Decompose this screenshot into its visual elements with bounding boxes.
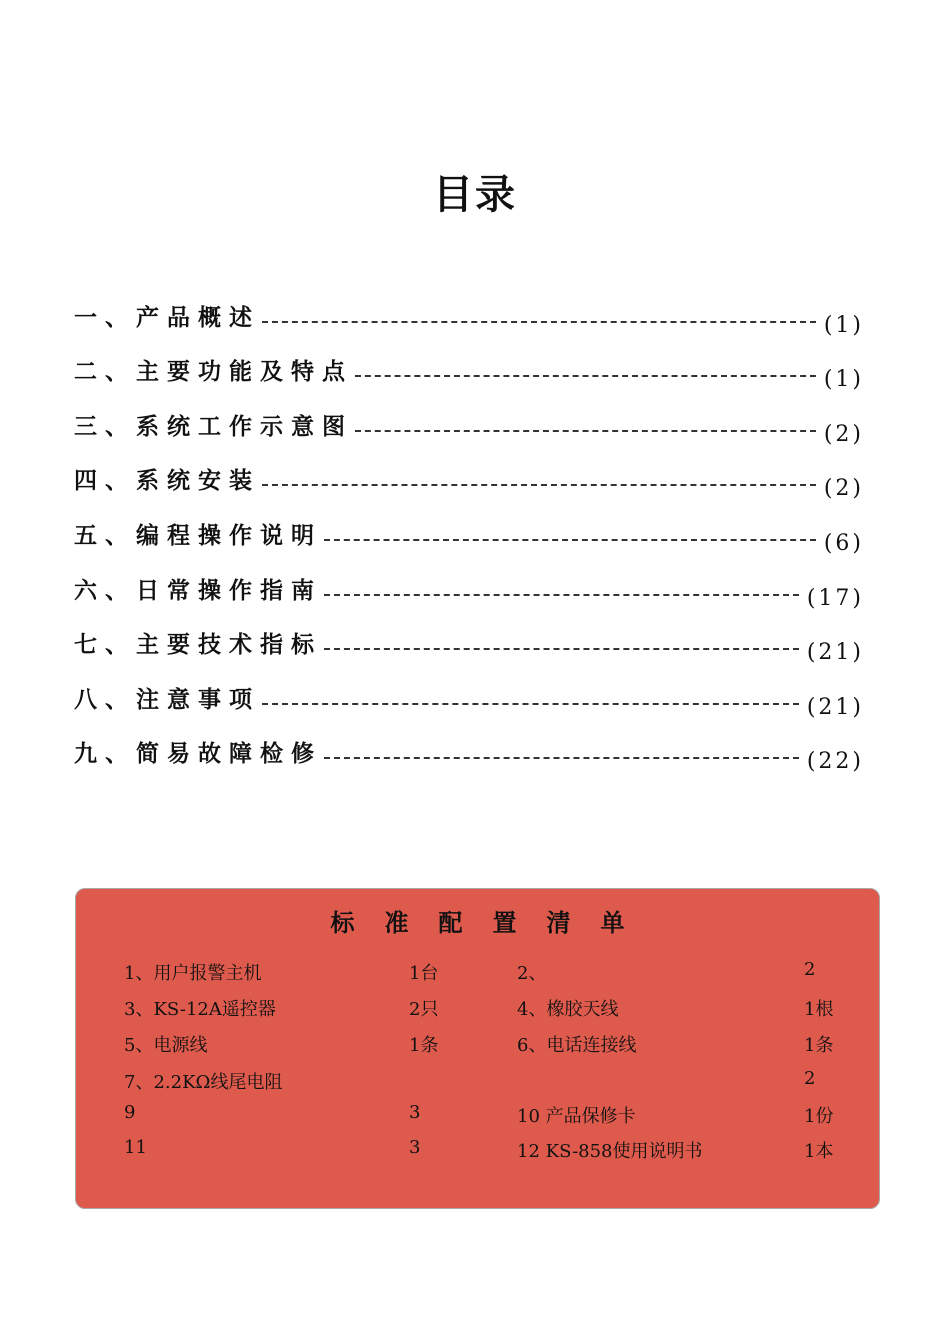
inventory-row [76, 995, 879, 1025]
item-qty: 1份 [804, 1106, 834, 1127]
toc-entry-page: (21) [806, 640, 864, 666]
item-qty: 1根 [804, 999, 834, 1020]
item-name: 12 KS-858使用说明书 [517, 1141, 703, 1162]
toc-entry-page: (6) [823, 530, 864, 556]
toc-entry-label: 四、系统安装 [74, 468, 260, 495]
toc-leader [262, 484, 816, 486]
toc-entry-label: 七、主要技术指标 [74, 632, 322, 659]
toc-leader [355, 375, 816, 377]
item-name: 10 产品保修卡 [517, 1106, 636, 1127]
toc-leader [324, 594, 799, 596]
item-qty: 2 [804, 1068, 816, 1089]
toc-leader [262, 703, 799, 705]
toc-entry-label: 九、简易故障检修 [74, 741, 322, 768]
toc-entry[interactable] [74, 442, 864, 502]
item-name: 9 [124, 1102, 136, 1123]
item-qty: 1条 [804, 1035, 834, 1056]
toc-leader [324, 648, 799, 650]
item-name: 4、橡胶天线 [517, 999, 619, 1020]
item-qty: 3 [409, 1137, 421, 1158]
item-name: 1、用户报警主机 [124, 963, 262, 984]
item-name: 6、电话连接线 [517, 1035, 637, 1056]
toc-entry-label: 八、注意事项 [74, 686, 260, 713]
toc-entry-label: 六、日常操作指南 [74, 577, 322, 604]
toc-entry-label: 五、编程操作说明 [74, 522, 322, 549]
toc-entry-page: (1) [823, 312, 864, 338]
toc-entry[interactable] [74, 551, 864, 611]
inventory-row [76, 959, 879, 989]
item-qty: 2 [804, 959, 816, 980]
toc-entry-page: (21) [806, 694, 864, 720]
inventory-row [76, 1137, 879, 1167]
toc-entry[interactable] [74, 606, 864, 666]
toc-leader [355, 430, 816, 432]
item-name: 7、2.2KΩ线尾电阻 [124, 1072, 283, 1093]
toc-entry[interactable] [74, 715, 864, 775]
inventory-row [76, 1102, 879, 1132]
toc-entry-label: 二、主要功能及特点 [74, 359, 353, 386]
item-qty: 1本 [804, 1141, 834, 1162]
toc-leader [324, 539, 816, 541]
table-of-contents [74, 278, 864, 775]
item-name: 5、电源线 [124, 1035, 208, 1056]
toc-entry[interactable] [74, 333, 864, 393]
item-qty: 2只 [409, 999, 439, 1020]
inventory-row [76, 1031, 879, 1061]
toc-entry-label: 一、产品概述 [74, 304, 260, 331]
inventory-row [76, 1068, 879, 1098]
toc-entry-label: 三、系统工作示意图 [74, 413, 353, 440]
toc-entry-page: (1) [823, 367, 864, 393]
toc-entry[interactable] [74, 660, 864, 720]
toc-entry-page: (22) [806, 749, 864, 775]
toc-entry-page: (2) [823, 476, 864, 502]
item-qty: 3 [409, 1102, 421, 1123]
standard-configuration-panel [75, 888, 880, 1209]
item-name: 11 [124, 1137, 147, 1158]
item-name: 3、KS-12A遥控器 [124, 999, 276, 1020]
item-qty: 1条 [409, 1035, 439, 1056]
toc-entry-page: (2) [823, 421, 864, 447]
page-title: 目录 [433, 171, 517, 218]
toc-entry[interactable] [74, 387, 864, 447]
item-qty: 1台 [409, 963, 439, 984]
toc-entry[interactable] [74, 278, 864, 338]
item-name: 2、 [517, 963, 547, 984]
toc-entry[interactable] [74, 496, 864, 556]
toc-leader [262, 321, 816, 323]
panel-title: 标准配置清单 [330, 909, 655, 937]
toc-leader [324, 757, 799, 759]
toc-entry-page: (17) [806, 585, 864, 611]
